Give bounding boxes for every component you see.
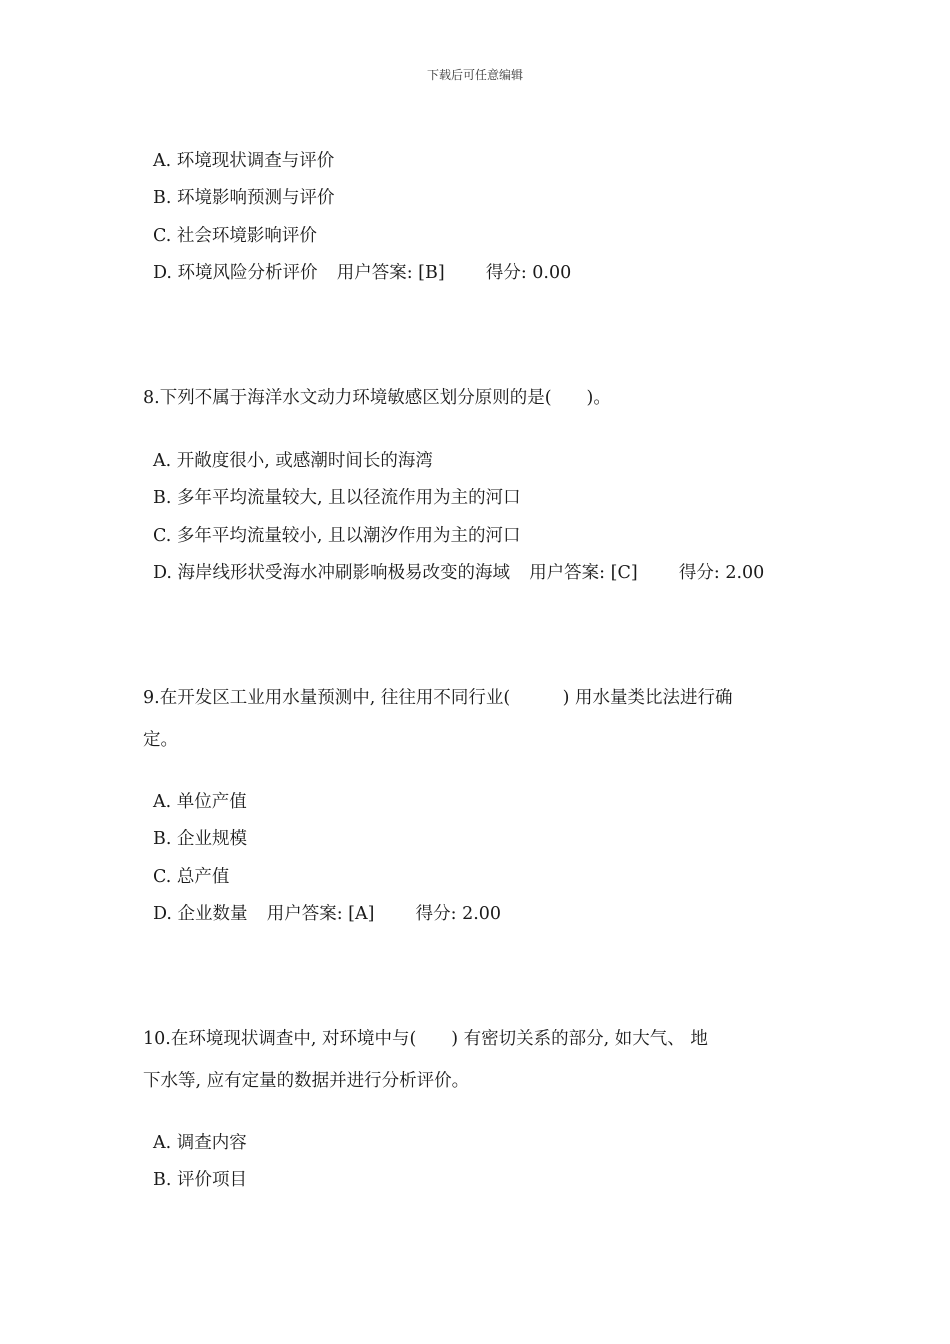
q9-option-d-line <box>153 903 501 925</box>
q7-option-d-line <box>153 262 571 284</box>
q9-user-answer: 用户答案: [A] <box>266 904 375 924</box>
q8-option-c: C. 多年平均流量较小, 且以潮汐作用为主的河口 <box>153 526 521 546</box>
q8-option-d-line <box>153 562 764 584</box>
q8-stem: 8.下列不属于海洋水文动力环境敏感区划分原则的是( )。 <box>143 388 611 408</box>
q9-score: 得分: 2.00 <box>415 904 502 924</box>
q8-option-b: B. 多年平均流量较大, 且以径流作用为主的河口 <box>153 488 521 508</box>
q7-score: 得分: 0.00 <box>485 263 572 283</box>
q8-score: 得分: 2.00 <box>678 563 765 583</box>
q9-stem-line1: 9.在开发区工业用水量预测中, 往往用不同行业( ) 用水量类比法进行确 <box>143 688 733 708</box>
q7-option-a: A. 环境现状调查与评价 <box>153 151 335 171</box>
q9-option-c: C. 总产值 <box>153 867 230 887</box>
q10-option-b: B. 评价项目 <box>153 1170 247 1190</box>
q7-option-c: C. 社会环境影响评价 <box>153 226 317 246</box>
q9-option-d: D. 企业数量 <box>153 904 248 924</box>
q8-option-d: D. 海岸线形状受海水冲刷影响极易改变的海域 <box>153 563 511 583</box>
q10-option-a: A. 调查内容 <box>153 1133 247 1153</box>
q10-stem-line1: 10.在环境现状调查中, 对环境中与( ) 有密切关系的部分, 如大气、 地 <box>143 1029 708 1049</box>
q9-option-b: B. 企业规模 <box>153 829 247 849</box>
q8-option-a: A. 开敞度很小, 或感潮时间长的海湾 <box>153 451 433 471</box>
q8-user-answer: 用户答案: [C] <box>529 563 638 583</box>
q9-stem-line2: 定。 <box>143 730 178 750</box>
q7-user-answer: 用户答案: [B] <box>336 263 445 283</box>
q7-option-b: B. 环境影响预测与评价 <box>153 188 335 208</box>
page-header: 下载后可任意编辑 <box>426 68 523 82</box>
q10-stem-line2: 下水等, 应有定量的数据并进行分析评价。 <box>143 1071 470 1091</box>
q7-option-d: D. 环境风险分析评价 <box>153 263 318 283</box>
q9-option-a: A. 单位产值 <box>153 792 247 812</box>
